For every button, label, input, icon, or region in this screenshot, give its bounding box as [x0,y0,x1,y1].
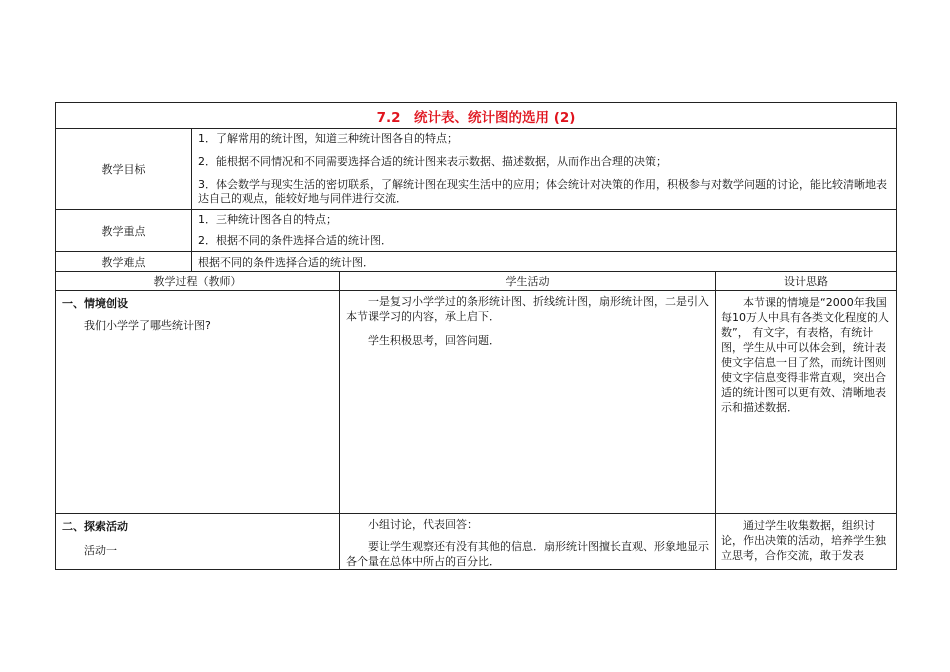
process-column-header: 教学过程（教师） [56,272,340,291]
teacher-text: 活动一 [84,544,117,557]
design-paragraph: 本节课的情境是“2000年我国每10万人中具有各类文化程度的人数”， 有文字，有表格，有统计图，学生从中可以体会到，统计表使文字信息一目了然，而统计图则使文字信息变得非常直观，突出合适的统计图可以更有效、清晰地表示和描述数据． [721,296,889,414]
lesson-plan-page [55,102,896,570]
student-paragraph: 小组讨论，代表回答： [368,518,478,531]
key-point-item: 1．三种统计图各自的特点； [198,213,337,226]
student-paragraph: 学生积极思考，回答问题． [368,334,500,347]
lesson-plan-table [55,102,897,570]
student-cell [340,514,716,570]
section-title: 一、情境创设 [62,297,128,310]
difficulty-content: 根据不同的条件选择合适的统计图． [192,252,897,272]
student-column-header: 学生活动 [340,272,716,291]
student-cell [340,291,716,514]
objectives-content [192,129,897,210]
title-row [56,103,897,129]
design-cell [716,291,897,514]
column-header-row [56,272,897,291]
objective-item: 3．体会数学与现实生活的密切联系，了解统计图在现实生活中的应用；体会统计对决策的作用，积极参与对数学问题的讨论，能比较清晰地表达自己的观点，能较好地与同伴进行交流． [198,178,887,205]
lesson-title: 7.2 统计表、统计图的选用 (2) [56,103,897,129]
section-row [56,291,897,514]
student-paragraph: 要让学生观察还有没有其他的信息．扇形统计图擅长直观、形象地显示各个量在总体中所占的百分比． [346,540,709,568]
key-points-content [192,210,897,252]
student-paragraph: 一是复习小学学过的条形统计图、折线统计图，扇形统计图，二是引入本节课学习的内容，承上启下． [346,295,709,323]
difficulty-row [56,252,897,272]
difficulty-label: 教学难点 [56,252,192,272]
section-row [56,514,897,570]
key-point-item: 2．根据不同的条件选择合适的统计图． [198,234,392,247]
design-paragraph: 通过学生收集数据，组织讨论，作出决策的活动，培养学生独立思考，合作交流，敢于发表 [721,519,886,562]
objective-item: 2．能根据不同情况和不同需要选择合适的统计图来表示数据、描述数据，从而作出合理的决策； [198,155,667,168]
objectives-row [56,129,897,210]
section-title: 二、探索活动 [62,520,128,533]
objectives-label: 教学目标 [56,129,192,210]
design-cell [716,514,897,570]
key-points-row [56,210,897,252]
process-cell [56,291,340,514]
teacher-text: 我们小学学了哪些统计图? [84,319,211,332]
process-cell [56,514,340,570]
key-points-label: 教学重点 [56,210,192,252]
design-column-header: 设计思路 [716,272,897,291]
objective-item: 1．了解常用的统计图，知道三种统计图各自的特点； [198,132,458,145]
